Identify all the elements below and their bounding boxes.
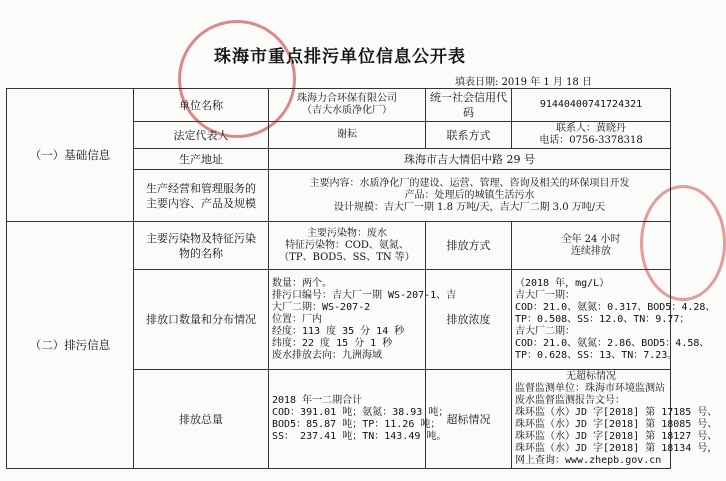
business-line: 主要内容：水质净化厂的建设、运营、管理、咨询及相关的环保项目开发: [309, 177, 630, 189]
contact-value: [512, 122, 671, 149]
section-basic-info: （一）基础信息: [7, 89, 134, 222]
total-line: COD：391.01 吨；氨氮：38.93 吨；: [272, 407, 449, 418]
exceed-line: 珠环监（水）JD 字[2018] 第 18085 号、: [515, 419, 718, 430]
concentration-line: 吉大厂二期：: [515, 325, 575, 337]
concentration-label: 排放浓度: [426, 270, 512, 370]
credit-code-label: 统一社会信用代码: [426, 89, 512, 122]
concentration-value: [512, 270, 716, 370]
row-pollutants: [7, 222, 671, 270]
total-line: BOD5：85.87 吨；TP：11.26 吨；: [272, 419, 441, 430]
discharge-mode-value: [512, 222, 671, 270]
contact-line: 联系人：黄晓丹: [556, 123, 626, 134]
exceed-line: 废水监督监测报告文号：: [515, 395, 625, 406]
business-line: 设计规模：吉大厂一期 1.8 万吨/天，吉大厂二期 3.0 万吨/天: [333, 201, 606, 213]
page-title: 珠海市重点排污单位信息公开表: [214, 47, 466, 67]
discharge-mode-label: 排放方式: [426, 222, 512, 270]
legal-rep-label: 法定代表人: [134, 122, 269, 149]
total-label: 排放总量: [134, 370, 269, 469]
outlets-line: 纬度：22 度 15 分 1 秒: [272, 337, 393, 349]
unit-name-line: 珠海力合环保有限公司: [297, 93, 397, 104]
exceed-line: 网上查询：www.zhepb.gov.cn: [515, 455, 662, 466]
exceed-value: [512, 370, 718, 469]
outlets-label: 排放口数量和分布情况: [134, 270, 269, 370]
pollutants-value: [269, 222, 426, 270]
legal-rep-value: 谢耘: [269, 122, 426, 149]
outlets-line: 位置：厂内: [272, 313, 322, 325]
business-label-line: 生产经营和管理服务的: [146, 181, 256, 195]
unit-name-value: [269, 89, 426, 122]
exceed-line: 珠环监（水）JD 字[2018] 第 18127 号、: [515, 431, 718, 442]
pollutants-label: [134, 222, 269, 270]
business-label: [134, 170, 269, 222]
exceed-line: 无超标情况: [566, 371, 616, 382]
concentration-line: COD：21.0、氨氮：0.317、BOD5：4.28、: [515, 301, 716, 313]
unit-name-line: （吉大水质净化厂）: [302, 105, 392, 116]
concentration-line: TP：0.508、SS：12.0、TN：9.77；: [515, 313, 690, 325]
pollutants-label-line: 主要污染物及特征污染: [146, 231, 256, 245]
fill-date: 填表日期: 2019 年 1 月 18 日: [455, 77, 592, 88]
address-value: 珠海市吉大情侣中路 29 号: [269, 149, 671, 170]
outlets-line: 大厂二期：WS-207-2: [272, 301, 371, 313]
outlets-line: 数量：两个。: [272, 277, 332, 289]
concentration-line: TP：0.628、SS：13、TN：7.23。: [515, 349, 678, 361]
total-value: [269, 370, 449, 469]
concentration-line: COD：21.0、氨氮：2.86、BOD5：4.58、: [515, 337, 710, 349]
exceed-line: 珠环监（水）JD 字[2018] 第 17185 号、: [515, 407, 718, 418]
discharge-mode-line: 连续排放: [571, 245, 611, 257]
discharge-mode-line: 全年 24 小时: [561, 233, 621, 245]
business-line: 产品：处理后的城镇生活污水: [404, 189, 535, 201]
concentration-line: 吉大厂一期：: [515, 289, 575, 301]
total-line: 2018 年一二期合计: [272, 395, 363, 406]
section-pollution-info: （二）排污信息: [7, 222, 134, 469]
address-label: 生产地址: [134, 149, 269, 170]
info-table: [6, 88, 718, 469]
exceed-line: 珠环监（水）JD 字[2018] 第 18134 号，: [515, 443, 718, 454]
pollutants-label-line: 物的名称: [179, 246, 223, 260]
business-label-line: 主要内容、产品及规模: [146, 196, 256, 210]
credit-code-value: 91440400741724321: [512, 89, 671, 122]
concentration-line: （2018 年，mg/L）: [515, 277, 610, 289]
row-unit-name: [7, 89, 671, 122]
pollutants-line: （TP、BOD5、SS、TN 等）: [279, 251, 415, 263]
contact-line: 电话：0756-3378318: [539, 135, 643, 146]
business-value: [269, 170, 671, 222]
outlets-value: [269, 270, 457, 370]
total-line: SS： 237.41 吨；TN：143.49 吨。: [272, 431, 447, 442]
pollutants-line: 特征污染物：COD、氨氮、: [285, 239, 409, 251]
outlets-line: 经度：113 度 35 分 14 秒: [272, 325, 405, 337]
exceed-line: 监督监测单位：珠海市环境监测站: [515, 383, 665, 394]
outlets-line: 排污口编号：吉大厂一期 WS-207-1、吉: [272, 289, 457, 301]
outlets-line: 废水排放去向：九洲海域: [272, 349, 382, 361]
unit-name-label: 单位名称: [134, 89, 269, 122]
pollutants-line: 主要污染物：废水: [307, 227, 387, 239]
exceed-label: 超标情况: [426, 370, 512, 469]
contact-label: 联系方式: [426, 122, 512, 149]
